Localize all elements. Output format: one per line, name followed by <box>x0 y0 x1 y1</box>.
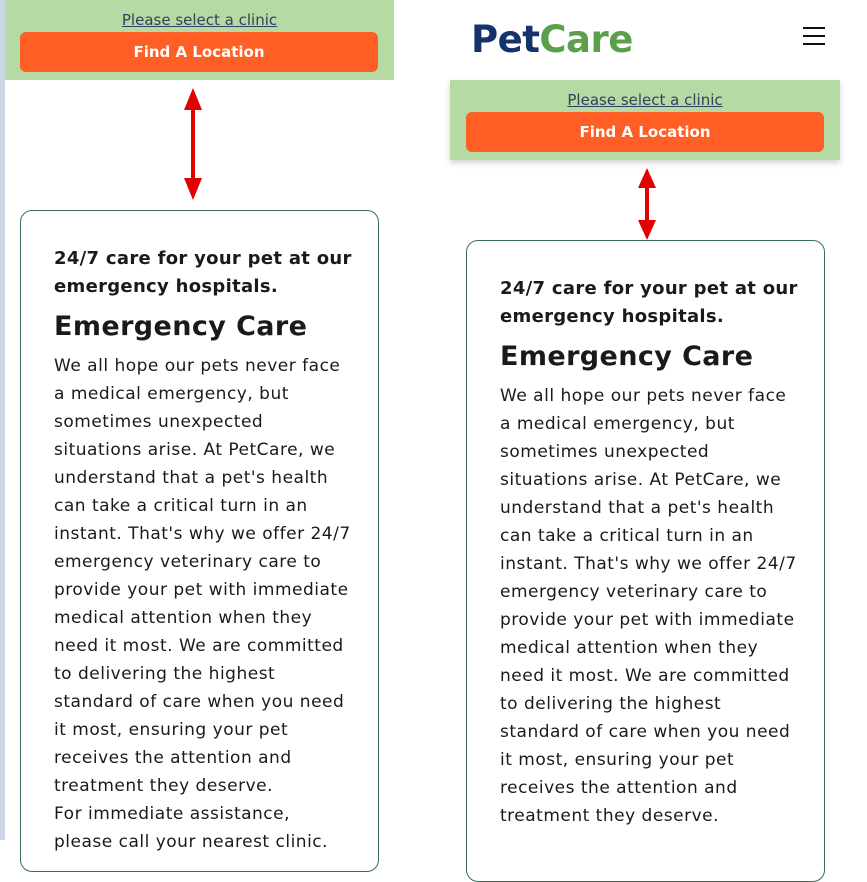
card-paragraph-2: For immediate assistance, please call your nearest clinic. <box>54 804 329 852</box>
emergency-care-card <box>20 210 379 872</box>
card-title-2: Emergency Care <box>500 341 754 372</box>
card-paragraph: We all hope our pets never face a medical emergency, but sometimes unexpected situations arise. At PetCare, we understand that a pet's health can take a critical turn in an instant. That's why we offer 24/7 emergency veterinary care to provide your pet with immediate medical attention when they need it most. We are committed to delivering the highest standard of care when you need it most, ensuring your pet receives the attention and treatment they deserve. <box>54 356 351 796</box>
card-subheading-2: 24/7 care for your pet at our emergency hospitals. <box>500 278 798 327</box>
clinic-banner <box>5 0 394 80</box>
left-panel <box>5 0 394 852</box>
logo-text-care: Care <box>539 18 633 61</box>
petcare-logo[interactable] <box>471 18 633 61</box>
clinic-banner-2 <box>450 80 840 160</box>
select-clinic-link[interactable]: Please select a clinic <box>121 11 278 29</box>
spacing-arrow-2 <box>635 168 659 240</box>
spacing-arrow <box>181 88 205 200</box>
find-location-button-2[interactable]: Find A Location <box>466 112 824 152</box>
card-paragraph-3: We all hope our pets never face a medical emergency, but sometimes unexpected situations arise. At PetCare, we understand that a pet's health can take a critical turn in an instant. That's why we offer 24/7 emergency veterinary care to provide your pet with immediate medical attention when they need it most. We are committed to delivering the highest standard of care when you need it most, ensuring your pet receives the attention and treatment they deserve. <box>500 386 797 826</box>
find-location-button[interactable]: Find A Location <box>20 32 378 72</box>
menu-icon[interactable] <box>803 27 825 45</box>
logo-text-pet: Pet <box>471 18 540 61</box>
card-subheading: 24/7 care for your pet at our emergency hospitals. <box>54 248 352 297</box>
card-title: Emergency Care <box>54 311 308 342</box>
emergency-care-card-2 <box>466 240 825 882</box>
select-clinic-link-2[interactable]: Please select a clinic <box>567 91 723 109</box>
